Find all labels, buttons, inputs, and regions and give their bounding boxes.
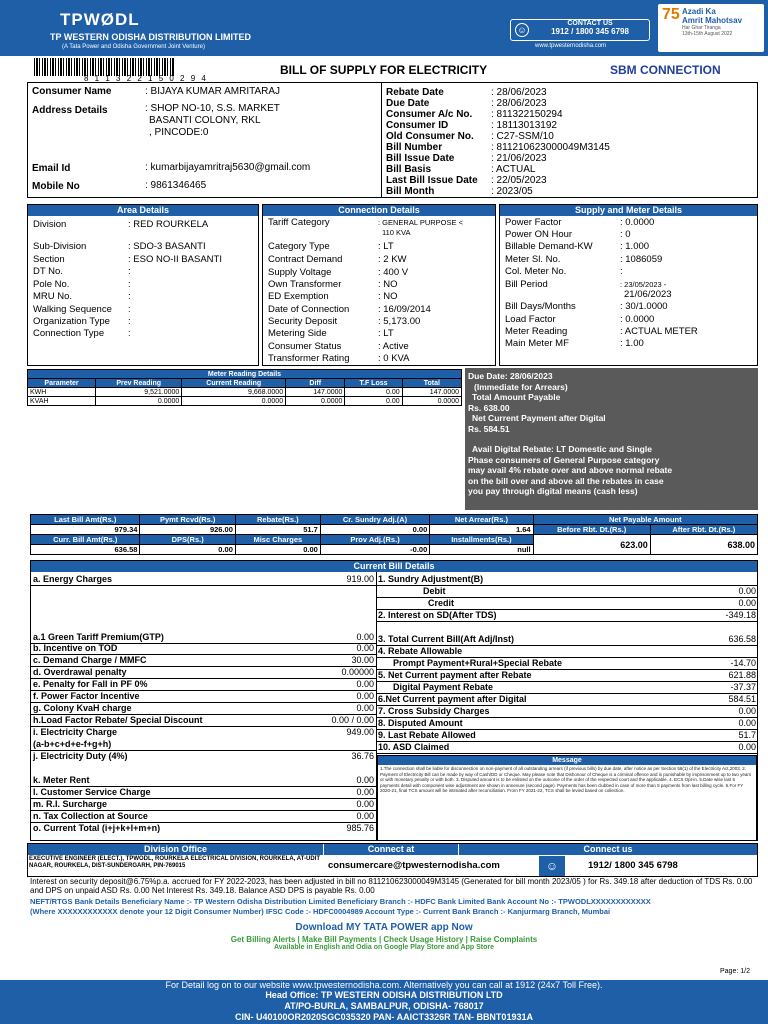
connect-at-title: Connect at [324, 844, 458, 855]
meter-cell: 9,521.0000 [96, 388, 182, 397]
bill-info-label: Consumer ID [386, 120, 449, 131]
summary-cell: -0.00 [320, 545, 429, 555]
supply-row-value: : 0.0000 [620, 314, 655, 325]
bill-info-label: Due Date [386, 98, 430, 109]
summary-cell: null [430, 545, 533, 555]
charge-value: 919.00 [346, 574, 374, 584]
charge-value: 36.76 [351, 751, 374, 761]
summary-cell: 0.00 [140, 545, 235, 555]
supply-row-label: Power ON Hour [505, 229, 573, 240]
bill-info-value: : 28/06/2023 [491, 87, 547, 98]
company-name: TP WESTERN ODISHA DISTRIBUTION LIMITED [50, 32, 252, 42]
area-row-label: Division [33, 219, 67, 230]
np-after-label: After Rbt. Dt.(Rs.) [650, 525, 757, 535]
smiley-icon: ☺ [539, 856, 565, 876]
address-line3: , PINCODE:0 [149, 127, 209, 138]
meter-cell: 0.0000 [402, 397, 461, 406]
net-digital-label: Net Current Payment after Digital [472, 413, 606, 423]
summary-cell: DPS(Rs.) [140, 535, 235, 545]
connection-row-label: Metering Side [268, 328, 327, 339]
rebate-note3: may avail 4% rebate over and above normal rebate [468, 465, 673, 475]
bill-line-label: Credit [428, 598, 455, 608]
charge-label: m. R.I. Surcharge [33, 799, 108, 809]
rebate-note4: on the bill over and above all the rebates in case [468, 475, 664, 486]
connect-us-title: Connect us [459, 844, 757, 855]
meter-header: Current Reading [182, 379, 286, 388]
bill-line-value: 0.00 [738, 586, 756, 596]
bill-info-value: : 18113013192 [491, 120, 557, 131]
contact-label: CONTACT US [567, 20, 613, 27]
azadi-logo [658, 4, 764, 52]
connection-row-value: : NO [378, 291, 398, 302]
address-label: Address Details [32, 105, 108, 116]
connection-row-value: : LT [378, 241, 394, 252]
supply-row-value: : 0 [620, 229, 631, 240]
supply-row-label: Bill Period [505, 279, 548, 290]
bill-line-label: 5. Net Current payment after Rebate [378, 670, 532, 680]
meter-header: Parameter [28, 379, 96, 388]
charge-value: 0.00 [356, 787, 374, 797]
bill-line-label: 8. Disputed Amount [378, 718, 463, 728]
bill-info-label: Bill Basis [386, 164, 432, 175]
meter-header: Prev Reading [96, 379, 182, 388]
charge-label: o. Current Total (i+j+k+l+m+n) [33, 823, 161, 833]
bill-line-label: 7. Cross Subsidy Charges [378, 706, 490, 716]
meter-cell: 0.0000 [96, 397, 182, 406]
supply-row-value: : 1086059 [620, 254, 663, 265]
summary-cell: Misc Charges [235, 535, 320, 545]
bill-info-label: Last Bill Issue Date [386, 175, 478, 186]
area-title: Area Details [28, 205, 258, 216]
bill-line-label: 10. ASD Claimed [378, 742, 450, 752]
bill-line-value: 636.58 [728, 634, 756, 644]
connection-row-label: Own Transformer [268, 279, 342, 290]
supply-row-label: Main Meter MF [505, 338, 569, 349]
np-before-value: 623.00 [533, 535, 650, 555]
area-row-label: Sub-Division [33, 241, 87, 252]
bill-line-value: -14.70 [730, 658, 756, 668]
bill-info-value: : C27-SSM/10 [491, 131, 554, 142]
footer-banner [0, 980, 768, 1024]
bill-line-label: 1. Sundry Adjustment(B) [378, 574, 484, 584]
connection-row-label: Date of Connection [268, 304, 350, 315]
azadi-sub2: 13th-15th August 2022 [682, 31, 733, 37]
connect-us-number: 1912/ 1800 345 6798 [588, 860, 678, 871]
bill-info-label: Consumer A/c No. [386, 109, 473, 120]
meter-row [28, 397, 462, 406]
area-row-label: Organization Type [33, 316, 110, 327]
supply-row-value: : [620, 266, 623, 277]
charge-label: d. Overdrawal penalty [33, 667, 127, 677]
summary-cell: 979.34 [31, 525, 140, 535]
bill-info-value: : 811322150294 [491, 109, 563, 120]
charge-label: f. Power Factor Incentive [33, 691, 140, 701]
charge-value: 0.00 [356, 775, 374, 785]
supply-row-label: Meter Reading [505, 326, 568, 337]
area-row-label: DT No. [33, 266, 63, 277]
meter-cell: 147.0000 [402, 388, 461, 397]
summary-cell: Installments(Rs.) [430, 535, 533, 545]
summary-cell: 0.00 [320, 525, 429, 535]
consumer-name-label: Consumer Name [32, 86, 112, 97]
message-box [377, 755, 757, 841]
bill-info-label: Rebate Date [386, 87, 444, 98]
website-text: www.tpwesternodisha.com [535, 43, 607, 49]
charge-value: 949.00 [346, 727, 374, 737]
mobile-value: : 9861346465 [145, 180, 207, 191]
bill-line-value: 584.51 [728, 694, 756, 704]
azadi-number: 75 [662, 6, 680, 23]
neft-line2: (Where XXXXXXXXXXXX denote your 12 Digit Consumer Number) IFSC Code :- HDFC0004989 Account Type :- Current Bank Branch :- Kanjurmarg Branch, Mumbai [30, 907, 611, 916]
connection-row-value: : 5,173.00 [378, 316, 421, 327]
charge-label: c. Demand Charge / MMFC [33, 655, 147, 665]
bill-line-value: -37.37 [730, 682, 756, 692]
app-features: Get Billing Alerts | Make Bill Payments | Check Usage History | Raise Complaints [230, 935, 538, 944]
bill-info-label: Bill Month [386, 186, 435, 197]
charge-label: h.Load Factor Rebate/ Special Discount [33, 715, 203, 725]
message-title: Message [378, 756, 756, 765]
charge-value: 0.00 [356, 691, 374, 701]
bill-line-label: 2. Interest on SD(After TDS) [378, 610, 497, 620]
meter-cell: 9,668.0000 [182, 388, 286, 397]
charge-value: 0.00 [356, 679, 374, 689]
email-value: : kumarbijayamritraj5630@gmail.com [145, 162, 311, 173]
connection-row-label: ED Exemption [268, 291, 329, 302]
app-title: Download MY TATA POWER app Now [295, 922, 473, 933]
page-number: Page: 1/2 [720, 968, 750, 975]
charge-label: l. Customer Service Charge [33, 787, 151, 797]
charge-value: 0.00 [356, 643, 374, 653]
bill-line-value: -349.18 [725, 610, 756, 620]
supply-row-label: Col. Meter No. [505, 266, 567, 277]
footer-line1: For Detail log on to our website www.tpwesternodisha.com. Alternatively you can call at 1912 (24x7 Toll Free). [165, 980, 603, 990]
address-line1: : SHOP NO-10, S.S. MARKET [145, 103, 280, 114]
summary-cell: Prov Adj.(Rs.) [320, 535, 429, 545]
meter-cell: 0.0000 [286, 397, 345, 406]
bill-title: BILL OF SUPPLY FOR ELECTRICITY [280, 63, 488, 77]
bill-info-label: Bill Issue Date [386, 153, 455, 164]
footer-line4: CIN- U40100OR2020SGC035320 PAN- AAICT3326R TAN- BBNT01931A [235, 1012, 533, 1022]
barcode-number: 8 1 1 3 2 2 1 5 0 2 9 4 [84, 74, 208, 83]
area-details [27, 204, 259, 366]
connection-row-value: : LT [378, 328, 394, 339]
area-row-value: : [128, 304, 131, 315]
app-availability: Available in English and Odia on Google Play Store and App Store [273, 944, 494, 951]
charge-value: 0.00 [356, 703, 374, 713]
area-row-value: : RED ROURKELA [128, 219, 209, 230]
meter-cell: KVAH [28, 397, 96, 406]
message-body: 1.The connection shall be liable for disconnection on non-payment of all outstanding arrears (if previous bills) by due date, after notice as per Section 56(1) of the Electricity Act,2003. 2. Payment of Electricity Bill can be made by way of Cash/DD or Cheque. May please note that Dishonour of Cheque is a criminal offence and is punishable by imprisonment up to two years or with monetary penalty or with both. 3. Disputed amount is to be enlisted on the outcome of the order of the respected court and the applicable. 4. ECS Opt-in. 5.Date wise last 5 payments detail with component wise adjustment are shown in annexure (second page). Payments has been clubbed in case of more than 5 payments from last billing cycle. 6.For FY 2020-21, final TCS amount will be intimated after reconciliation. From FY 2021-22, TCS shall be levied based on collection. [380, 766, 752, 794]
charge-label: n. Tax Collection at Source [33, 811, 148, 821]
due-summary-box [465, 368, 758, 510]
bill-summary-table [30, 514, 758, 555]
np-before-label: Before Rbt. Dt.(Rs.) [533, 525, 650, 535]
bill-line-label: 6.Net Current payment after Digital [378, 694, 527, 704]
area-row-label: Connection Type [33, 328, 105, 339]
connection-row-label: Security Deposit [268, 316, 338, 327]
summary-cell: 926.00 [140, 525, 235, 535]
supply-row-label: Power Factor [505, 217, 562, 228]
meter-cell: 147.0000 [286, 388, 345, 397]
meter-cell: 0.00 [345, 388, 402, 397]
charge-value: 0.00 / 0.00 [331, 715, 374, 725]
bill-info-value: : 21/06/2023 [491, 153, 547, 164]
total-payable-label: Total Amount Payable [472, 392, 561, 402]
supply-row-value: : 30/1.0000 [620, 301, 668, 312]
rebate-note1: Avail Digital Rebate: LT Domestic and Single [472, 444, 652, 454]
charge-value: 985.76 [346, 823, 374, 833]
contact-number: 1912 / 1800 345 6798 [551, 27, 629, 36]
bill-info-value: : ACTUAL [491, 164, 536, 175]
supply-row-label: Billable Demand-KW [505, 241, 593, 252]
area-row-value: : [128, 279, 131, 290]
connection-row-label: Transformer Rating [268, 353, 350, 364]
contact-us-badge [510, 19, 650, 41]
bill-info-label: Bill Number [386, 142, 443, 153]
connection-title: Connection Details [263, 205, 495, 216]
office-contact-strip [27, 843, 758, 877]
summary-cell: Last Bill Amt(Rs.) [31, 515, 140, 525]
rebate-note5: you pay through digital means (cash less) [468, 486, 638, 496]
due-immediate: (Immediate for Arrears) [474, 381, 568, 392]
connection-row-value: : 400 V [378, 267, 409, 278]
bill-line-label: Debit [423, 586, 446, 596]
connection-row-value: : Active [378, 341, 409, 352]
charge-label: (a-b+c+d+e-f+g+h) [33, 739, 112, 749]
area-row-value: : [128, 291, 131, 302]
neft-line1: NEFT/RTGS Bank Details Beneficiary Name :- TP Western Odisha Distribution Limited Beneficiary Branch :- HDFC Bank Limited Bank Account No :- TPWODLXXXXXXXXXXXX [30, 897, 651, 906]
mobile-label: Mobile No [32, 181, 80, 192]
connection-row-label: Tariff Category [268, 217, 330, 228]
bill-info-value: : 22/05/2023 [491, 175, 547, 186]
rebate-note2: Phase consumers of General Purpose category [468, 454, 660, 465]
company-logo: TPWØDL [60, 10, 140, 29]
company-tagline: (A Tata Power and Odisha Government Joint Venture) [62, 44, 205, 50]
connection-row-value: : NO [378, 279, 398, 290]
area-row-label: Pole No. [33, 279, 70, 290]
azadi-line2: Amrit Mahotsav [682, 16, 743, 25]
area-row-value: : ESO NO-II BASANTI [128, 254, 222, 265]
division-office-address: EXECUTIVE ENGINEER (ELECT.), TPWODL, ROURKELA ELECTRICAL DIVISION, ROURKELA, AT-UDIT NAGAR, ROURKELA, DIST-SUNDERGARH, PIN-769015 [29, 856, 321, 869]
meter-title: Meter Reading Details [28, 370, 462, 379]
net-payable-title: Net Payable Amount [533, 515, 757, 525]
bill-line-label: 9. Last Rebate Allowed [378, 730, 476, 740]
connection-row-value: : GENERAL PURPOSE < [378, 218, 463, 227]
bill-line-value: 0.00 [738, 598, 756, 608]
area-row-label: Section [33, 254, 65, 265]
meter-cell: 0.0000 [182, 397, 286, 406]
bill-line-value: 51.7 [738, 730, 756, 740]
bill-line-label: Digital Payment Rebate [393, 682, 494, 692]
meter-header: T.F Loss [345, 379, 402, 388]
meter-header: Diff [286, 379, 345, 388]
np-after-value: 638.00 [650, 535, 757, 555]
address-line2: BASANTI COLONY, RKL [149, 115, 261, 126]
supply-details [499, 204, 758, 366]
interest-note: Interest on security deposit@6.75%p.a. accrued for FY 2022-2023, has been adjusted in bill no 811210623000049M3145 (Generated for bill month 2023/05 ) for Rs. 349.18 after deduction of TDS Rs. 0.00 and DPS on unpaid ASD Rs. 0.00 Net Interest Rs. 349.18. Balance ASD DPS is payable Rs. 0.00 [30, 877, 753, 895]
smiley-icon: ☺ [515, 23, 529, 37]
supply-row-label: Meter Sl. No. [505, 254, 561, 265]
row-divider [31, 585, 376, 586]
charge-label: a. Energy Charges [33, 574, 113, 584]
charge-value: 0.00 [356, 811, 374, 821]
area-row-label: MRU No. [33, 291, 73, 302]
bill-line-label: 3. Total Current Bill(Aft Adj/Inst) [378, 634, 514, 644]
meter-cell: KWH [28, 388, 96, 397]
bill-line-value: 0.00 [738, 706, 756, 716]
connection-row-label: Consumer Status [268, 341, 342, 352]
charge-label: b. Incentive on TOD [33, 643, 118, 653]
area-row-value: : [128, 266, 131, 277]
summary-cell: Rebate(Rs.) [235, 515, 320, 525]
connection-row-label: Contract Demand [268, 254, 343, 265]
consumer-details [27, 82, 758, 198]
supply-row-label: Bill Days/Months [505, 301, 576, 312]
summary-cell: Curr. Bill Amt(Rs.) [31, 535, 140, 545]
connection-row-label: Category Type [268, 241, 330, 252]
total-payable-value: Rs. 638.00 [468, 402, 510, 413]
summary-cell: Net Arrear(Rs.) [430, 515, 533, 525]
area-row-label: Walking Sequence [33, 304, 112, 315]
connection-row-label: Supply Voltage [268, 267, 332, 278]
area-row-value: : [128, 316, 131, 327]
azadi-sub1: Har Ghar Tiranga [682, 25, 721, 31]
charge-label: k. Meter Rent [33, 775, 90, 785]
charge-value: 30.00 [351, 655, 374, 665]
net-digital-value: Rs. 584.51 [468, 423, 510, 434]
bill-line-value: 0.00 [738, 742, 756, 752]
supply-row-value: : 0.0000 [620, 217, 655, 228]
connection-row-value: : 2 KW [378, 254, 407, 265]
area-row-value: : [128, 328, 131, 339]
consumer-name: : BIJAYA KUMAR AMRITARAJ [145, 86, 281, 97]
supply-row-value: : 23/05/2023 - [620, 280, 667, 289]
supply-row-value: : 1.00 [620, 338, 644, 349]
charge-value: 0.00 [356, 799, 374, 809]
charge-label: a.1 Green Tariff Premium(GTP) [33, 632, 164, 642]
supply-title: Supply and Meter Details [500, 205, 757, 216]
connection-row-value: : 16/09/2014 [378, 304, 431, 315]
due-date: Due Date: 28/06/2023 [468, 371, 553, 381]
connection-details [262, 204, 496, 366]
meter-cell: 0.00 [345, 397, 402, 406]
charge-label: e. Penalty for Fall in PF 0% [33, 679, 148, 689]
supply-row-value2: 21/06/2023 [624, 289, 672, 300]
supply-row-label: Load Factor [505, 314, 556, 325]
charge-label: g. Colony KvaH charge [33, 703, 132, 713]
bill-line-value: 0.00 [738, 718, 756, 728]
division-office-title: Division Office [28, 844, 323, 855]
summary-cell: Cr. Sundry Adj.(A) [320, 515, 429, 525]
summary-cell: 1.64 [430, 525, 533, 535]
azadi-line1: Azadi Ka [682, 7, 716, 16]
charge-label: j. Electricity Duty (4%) [33, 751, 128, 761]
meter-header: Total [402, 379, 461, 388]
area-row-value: : SDO-3 BASANTI [128, 241, 206, 252]
email-label: Email Id [32, 163, 71, 174]
current-bill-title: Current Bill Details [31, 561, 757, 572]
row-divider [376, 753, 758, 754]
bill-info-value: : 28/06/2023 [491, 98, 547, 109]
charge-label: i. Electricity Charge [33, 727, 118, 737]
connection-row-value: : 0 KVA [378, 353, 410, 364]
meter-row [28, 388, 462, 397]
supply-row-value: : ACTUAL METER [620, 326, 698, 337]
bill-line-label: 4. Rebate Allowable [378, 646, 463, 656]
supply-row-value: : 1.000 [620, 241, 650, 252]
connection-type-title: SBM CONNECTION [610, 63, 721, 77]
summary-cell: 0.00 [235, 545, 320, 555]
summary-cell: 51.7 [235, 525, 320, 535]
summary-cell: Pymt Rcvd(Rs.) [140, 515, 235, 525]
bill-line-label: Prompt Payment+Rural+Special Rebate [393, 658, 563, 668]
connection-row-value2: 110 KVA [382, 228, 411, 237]
bill-line-value: 621.88 [728, 670, 756, 680]
footer-line2: Head Office: TP WESTERN ODISHA DISTRIBUTION LTD [265, 990, 503, 1000]
bill-info-value: : 811210623000049M3145 [491, 142, 610, 153]
summary-cell: 636.58 [31, 545, 140, 555]
bill-info-value: : 2023/05 [491, 186, 533, 197]
footer-line3: AT/PO-BURLA, SAMBALPUR, ODISHA- 768017 [284, 1001, 484, 1011]
charge-value: 0.00000 [341, 667, 374, 677]
meter-reading-table [27, 369, 462, 406]
row-divider [376, 621, 758, 622]
consumer-care-email: consumercare@tpwesternodisha.com [328, 860, 500, 871]
bill-info-label: Old Consumer No. [386, 131, 474, 142]
charge-value: 0.00 [356, 632, 374, 642]
